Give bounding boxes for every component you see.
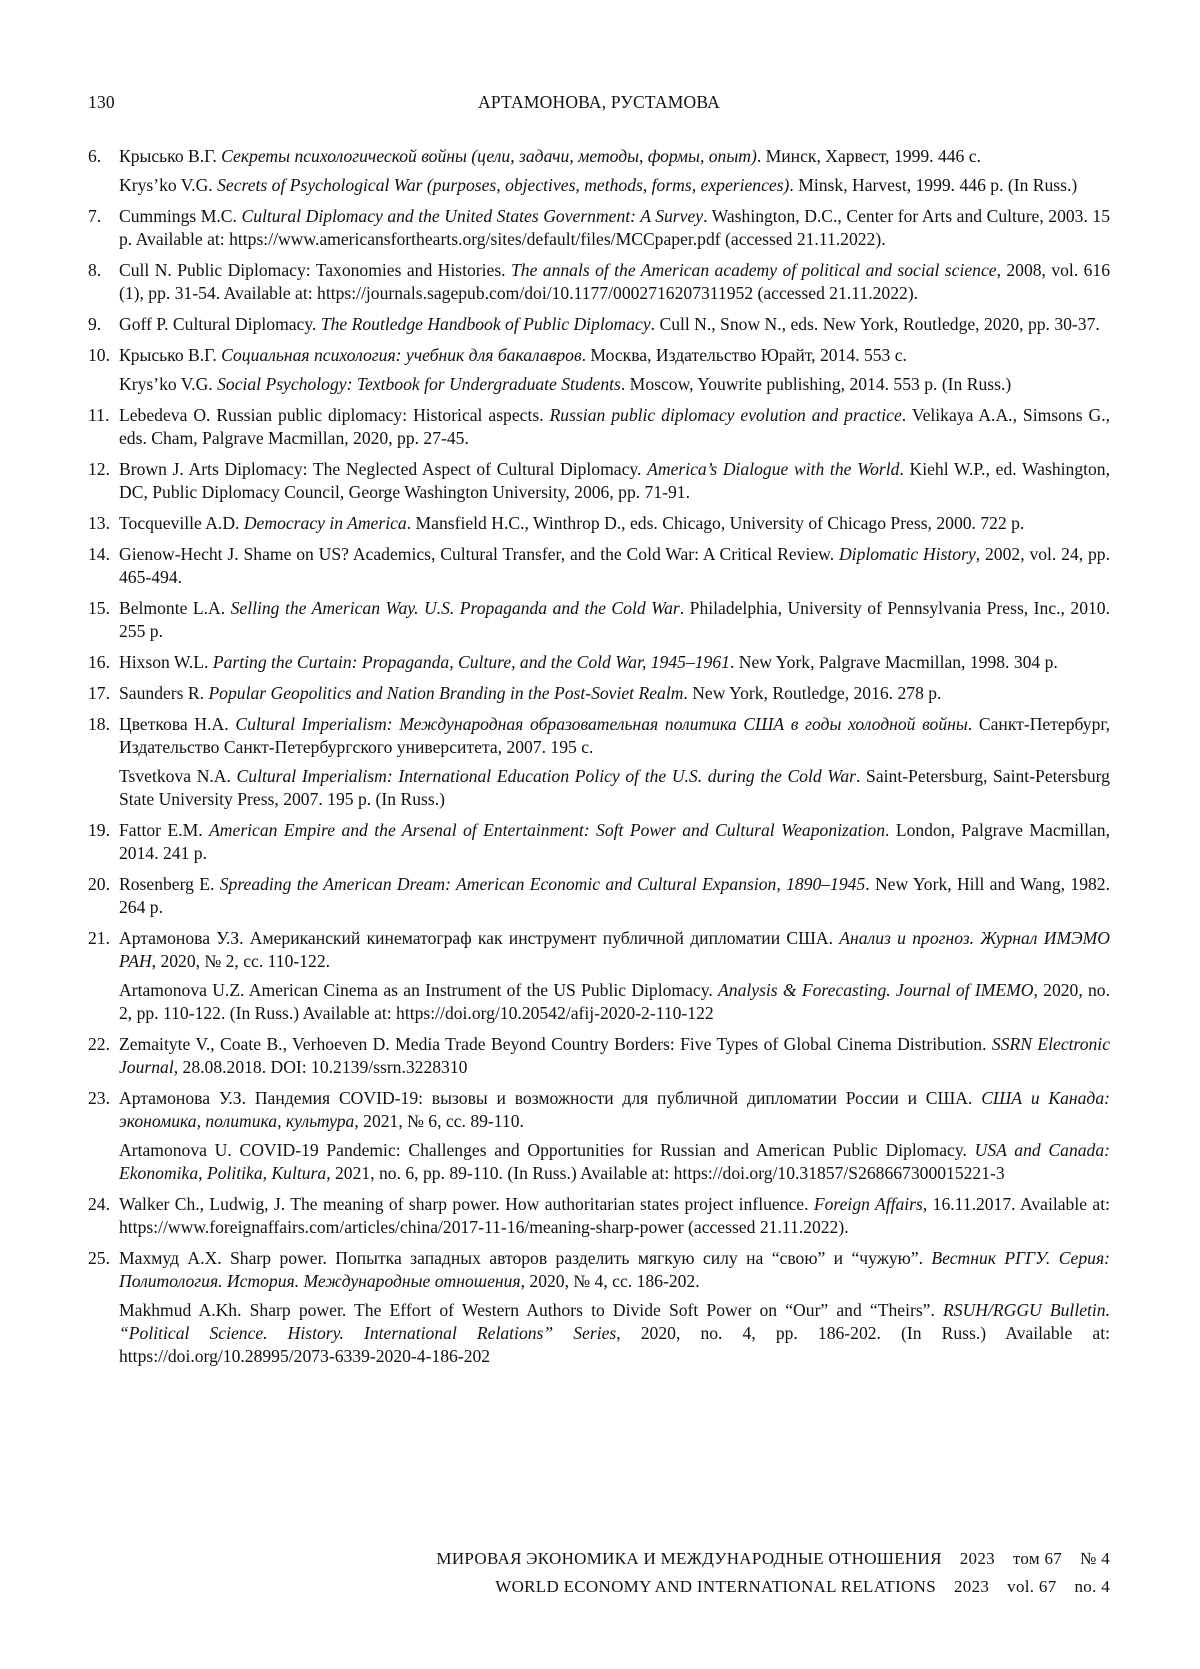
reference-authors: Tocqueville A.D.	[119, 513, 244, 533]
reference-authors: Brown J. Arts Diplomacy: The Neglected Aspect of Cultural Diplomacy.	[119, 459, 647, 479]
reference-title: Вестник РГГУ. Серия: Политология. История. Международные отношения	[119, 1248, 1110, 1291]
reference-item	[88, 259, 1110, 305]
reference-number: 13.	[88, 512, 110, 535]
reference-number: 20.	[88, 873, 110, 896]
reference-title: SSRN Electronic Journal	[119, 1034, 1110, 1077]
reference-details: , 2020, no. 4, pp. 186-202. (In Russ.) Available at: https://doi.org/10.28995/2073-6339-2020-4-186-202	[119, 1323, 1110, 1366]
reference-number: 14.	[88, 543, 110, 566]
reference-item	[88, 651, 1110, 674]
reference-text	[119, 1087, 1110, 1133]
footer-line-ru	[436, 1545, 1110, 1573]
reference-title: Анализ и прогноз. Журнал ИМЭМО РАН	[119, 928, 1110, 971]
reference-details: . Moscow, Youwrite publishing, 2014. 553 p. (In Russ.)	[621, 374, 1011, 394]
reference-details: . Kiehl W.P., ed. Washington, DC, Public Diplomacy Council, George Washington University, 2006, pp. 71-91.	[119, 459, 1110, 502]
reference-number: 7.	[88, 205, 101, 228]
reference-authors: Cull N. Public Diplomacy: Taxonomies and Histories.	[119, 260, 511, 280]
reference-item	[88, 313, 1110, 336]
reference-text	[119, 682, 1110, 705]
reference-details: , 2020, no. 2, pp. 110-122. (In Russ.) Available at: https://doi.org/10.20542/afij-2020-2-110-122	[119, 980, 1110, 1023]
reference-item	[88, 404, 1110, 450]
reference-number: 24.	[88, 1193, 110, 1216]
reference-item	[88, 927, 1110, 1025]
reference-authors: Gienow-Hecht J. Shame on US? Academics, Cultural Transfer, and the Cold War: A Critical Review.	[119, 544, 839, 564]
reference-details: . Mansfield H.C., Winthrop D., eds. Chicago, University of Chicago Press, 2000. 722 p.	[407, 513, 1025, 533]
reference-number: 8.	[88, 259, 101, 282]
reference-title: Selling the American Way. U.S. Propaganda and the Cold War	[231, 598, 680, 618]
reference-authors: Rosenberg E.	[119, 874, 220, 894]
reference-item	[88, 145, 1110, 197]
reference-authors: Hixson W.L.	[119, 652, 213, 672]
reference-title: Секреты психологической войны (цели, задачи, методы, формы, опыт)	[221, 146, 757, 166]
reference-details: , 2021, № 6, сс. 89-110.	[354, 1111, 524, 1131]
reference-details: . Minsk, Harvest, 1999. 446 p. (In Russ.)	[789, 175, 1077, 195]
reference-number: 16.	[88, 651, 110, 674]
page-number: 130	[88, 92, 115, 113]
reference-title: The Routledge Handbook of Public Diplomacy	[321, 314, 651, 334]
reference-text	[119, 373, 1110, 396]
reference-title: Социальная психология: учебник для бакалавров	[221, 345, 581, 365]
reference-text	[119, 927, 1110, 973]
reference-text	[119, 979, 1110, 1025]
reference-title: США и Канада: экономика, политика, культура	[119, 1088, 1110, 1131]
reference-text	[119, 512, 1110, 535]
reference-list	[88, 145, 1110, 1376]
reference-text	[119, 404, 1110, 450]
reference-item	[88, 458, 1110, 504]
reference-authors: Goff P. Cultural Diplomacy.	[119, 314, 321, 334]
reference-details: . Philadelphia, University of Pennsylvania Press, Inc., 2010. 255 p.	[119, 598, 1110, 641]
journal-title-ru: МИРОВАЯ ЭКОНОМИКА И МЕЖДУНАРОДНЫЕ ОТНОШЕНИЯ	[436, 1549, 941, 1568]
reference-title: Spreading the American Dream: American Economic and Cultural Expansion, 1890–1945	[220, 874, 866, 894]
reference-title: Democracy in America	[244, 513, 407, 533]
running-title: АРТАМОНОВА, РУСТАМОВА	[88, 92, 1110, 113]
reference-text	[119, 1299, 1110, 1368]
reference-text	[119, 873, 1110, 919]
reference-authors: Belmonte L.A.	[119, 598, 231, 618]
reference-text	[119, 651, 1110, 674]
reference-item	[88, 597, 1110, 643]
reference-number: 19.	[88, 819, 110, 842]
reference-authors: Saunders R.	[119, 683, 208, 703]
reference-details: . Санкт-Петербург, Издательство Санкт-Петербургского университета, 2007. 195 с.	[119, 714, 1110, 757]
reference-authors: Tsvetkova N.A.	[119, 766, 237, 786]
reference-text	[119, 205, 1110, 251]
reference-authors: Makhmud A.Kh. Sharp power. The Effort of Western Authors to Divide Soft Power on “Our” and “Theirs”.	[119, 1300, 943, 1320]
reference-details: , 28.08.2018. DOI: 10.2139/ssrn.3228310	[174, 1057, 468, 1077]
reference-number: 11.	[88, 404, 109, 427]
reference-title: Parting the Curtain: Propaganda, Culture, and the Cold War, 1945–1961	[213, 652, 730, 672]
reference-text	[119, 597, 1110, 643]
reference-title: Cultural Imperialism: Международная образовательная политика США в годы холодной войны	[235, 714, 967, 734]
reference-authors: Walker Ch., Ludwig, J. The meaning of sharp power. How authoritarian states project influence.	[119, 1194, 814, 1214]
reference-details: . London, Palgrave Macmillan, 2014. 241 p.	[119, 820, 1110, 863]
reference-details: . Washington, D.C., Center for Arts and Culture, 2003. 15 p. Available at: https://www.americansforthearts.org/sites/default/files/MCCpaper.pdf (accessed 21.11.2022).	[119, 206, 1110, 249]
reference-item	[88, 1247, 1110, 1368]
reference-number: 21.	[88, 927, 110, 950]
reference-details: . Москва, Издательство Юрайт, 2014. 553 с.	[582, 345, 907, 365]
reference-text	[119, 344, 1110, 367]
reference-number: 23.	[88, 1087, 110, 1110]
reference-item	[88, 819, 1110, 865]
reference-details: , 2002, vol. 24, pp. 465-494.	[119, 544, 1110, 587]
reference-authors: Fattor E.M.	[119, 820, 209, 840]
page-header	[88, 92, 1110, 122]
reference-authors: Zemaityte V., Coate B., Verhoeven D. Media Trade Beyond Country Borders: Five Types of Global Cinema Distribution.	[119, 1034, 992, 1054]
reference-number: 17.	[88, 682, 110, 705]
reference-text	[119, 543, 1110, 589]
reference-number: 25.	[88, 1247, 110, 1270]
reference-item	[88, 1087, 1110, 1185]
reference-title: RSUH/RGGU Bulletin. “Political Science. History. International Relations” Series	[119, 1300, 1110, 1343]
reference-item	[88, 1033, 1110, 1079]
reference-item	[88, 682, 1110, 705]
reference-authors: Цветкова Н.А.	[119, 714, 235, 734]
reference-number: 18.	[88, 713, 110, 736]
reference-title: The annals of the American academy of political and social science	[511, 260, 997, 280]
reference-item	[88, 344, 1110, 396]
reference-authors: Krys’ko V.G.	[119, 374, 217, 394]
journal-volume-ru: том 67	[1013, 1549, 1062, 1568]
reference-authors: Крысько В.Г.	[119, 146, 221, 166]
reference-title: Cultural Imperialism: International Education Policy of the U.S. during the Cold War	[237, 766, 856, 786]
reference-text	[119, 259, 1110, 305]
reference-title: American Empire and the Arsenal of Entertainment: Soft Power and Cultural Weaponization	[209, 820, 885, 840]
journal-title-en: WORLD ECONOMY AND INTERNATIONAL RELATIONS	[495, 1577, 936, 1596]
reference-authors: Artamonova U.Z. American Cinema as an Instrument of the US Public Diplomacy.	[119, 980, 718, 1000]
reference-details: , 2020, № 4, сс. 186-202.	[521, 1271, 700, 1291]
reference-authors: Cummings M.C.	[119, 206, 241, 226]
reference-details: . Saint-Petersburg, Saint-Petersburg State University Press, 2007. 195 p. (In Russ.)	[119, 766, 1110, 809]
reference-details: . Cull N., Snow N., eds. New York, Routledge, 2020, pp. 30-37.	[651, 314, 1100, 334]
reference-text	[119, 1193, 1110, 1239]
reference-title: America’s Dialogue with the World	[647, 459, 899, 479]
reference-item	[88, 512, 1110, 535]
reference-details: , 2020, № 2, сс. 110-122.	[152, 951, 330, 971]
journal-volume-en: vol. 67	[1007, 1577, 1056, 1596]
reference-authors: Krys’ko V.G.	[119, 175, 217, 195]
reference-details: . New York, Hill and Wang, 1982. 264 p.	[119, 874, 1110, 917]
reference-details: . Velikaya A.A., Simsons G., eds. Cham, Palgrave Macmillan, 2020, pp. 27-45.	[119, 405, 1110, 448]
reference-authors: Lebedeva O. Russian public diplomacy: Historical aspects.	[119, 405, 550, 425]
reference-text	[119, 458, 1110, 504]
reference-authors: Крысько В.Г.	[119, 345, 221, 365]
page-footer	[436, 1545, 1110, 1601]
reference-details: , 2008, vol. 616 (1), pp. 31-54. Available at: https://journals.sagepub.com/doi/10.1177/0002716207311952 (accessed 21.11.2022).	[119, 260, 1110, 303]
reference-title: USA and Canada: Ekonomika, Politika, Kultura	[119, 1140, 1110, 1183]
reference-details: . New York, Palgrave Macmillan, 1998. 304 p.	[730, 652, 1058, 672]
reference-item	[88, 1193, 1110, 1239]
reference-details: . Минск, Харвест, 1999. 446 с.	[757, 146, 981, 166]
reference-item	[88, 205, 1110, 251]
reference-details: , 2021, no. 6, pp. 89-110. (In Russ.) Available at: https://doi.org/10.31857/S268667300015221-3	[326, 1163, 1004, 1183]
reference-text	[119, 145, 1110, 168]
reference-item	[88, 873, 1110, 919]
footer-line-en	[436, 1573, 1110, 1601]
reference-number: 15.	[88, 597, 110, 620]
reference-number: 12.	[88, 458, 110, 481]
reference-number: 22.	[88, 1033, 110, 1056]
reference-item	[88, 713, 1110, 811]
reference-authors: Artamonova U. COVID-19 Pandemic: Challenges and Opportunities for Russian and American Public Diplomacy.	[119, 1140, 975, 1160]
reference-text	[119, 765, 1110, 811]
reference-title: Cultural Diplomacy and the United States Government: A Survey	[241, 206, 703, 226]
reference-authors: Артамонова У.З. Пандемия COVID-19: вызовы и возможности для публичной дипломатии России и США.	[119, 1088, 981, 1108]
reference-title: Popular Geopolitics and Nation Branding in the Post-Soviet Realm	[208, 683, 683, 703]
reference-number: 9.	[88, 313, 101, 336]
reference-number: 6.	[88, 145, 101, 168]
reference-text	[119, 1139, 1110, 1185]
reference-text	[119, 1247, 1110, 1293]
reference-title: Russian public diplomacy evolution and practice	[550, 405, 902, 425]
reference-title: Diplomatic History	[839, 544, 976, 564]
reference-details: , 16.11.2017. Available at: https://www.foreignaffairs.com/articles/china/2017-11-16/meaning-sharp-power (accessed 21.11.2022).	[119, 1194, 1110, 1237]
reference-authors: Артамонова У.З. Американский кинематограф как инструмент публичной дипломатии США.	[119, 928, 839, 948]
reference-text	[119, 1033, 1110, 1079]
reference-title: Social Psychology: Textbook for Undergraduate Students	[217, 374, 621, 394]
reference-text	[119, 819, 1110, 865]
reference-title: Analysis & Forecasting. Journal of IMEMO	[718, 980, 1033, 1000]
journal-issue-ru: № 4	[1080, 1549, 1110, 1568]
reference-item	[88, 543, 1110, 589]
reference-number: 10.	[88, 344, 110, 367]
journal-year-ru: 2023	[960, 1549, 995, 1568]
journal-year-en: 2023	[954, 1577, 989, 1596]
reference-title: Secrets of Psychological War (purposes, objectives, methods, forms, experiences)	[217, 175, 789, 195]
reference-text	[119, 313, 1110, 336]
reference-title: Foreign Affairs	[814, 1194, 923, 1214]
reference-authors: Махмуд А.Х. Sharp power. Попытка западных авторов разделить мягкую силу на “свою” и “чужую”.	[119, 1248, 931, 1268]
journal-issue-en: no. 4	[1075, 1577, 1111, 1596]
reference-text	[119, 713, 1110, 759]
reference-details: . New York, Routledge, 2016. 278 p.	[683, 683, 941, 703]
journal-page	[0, 0, 1200, 1669]
reference-text	[119, 174, 1110, 197]
